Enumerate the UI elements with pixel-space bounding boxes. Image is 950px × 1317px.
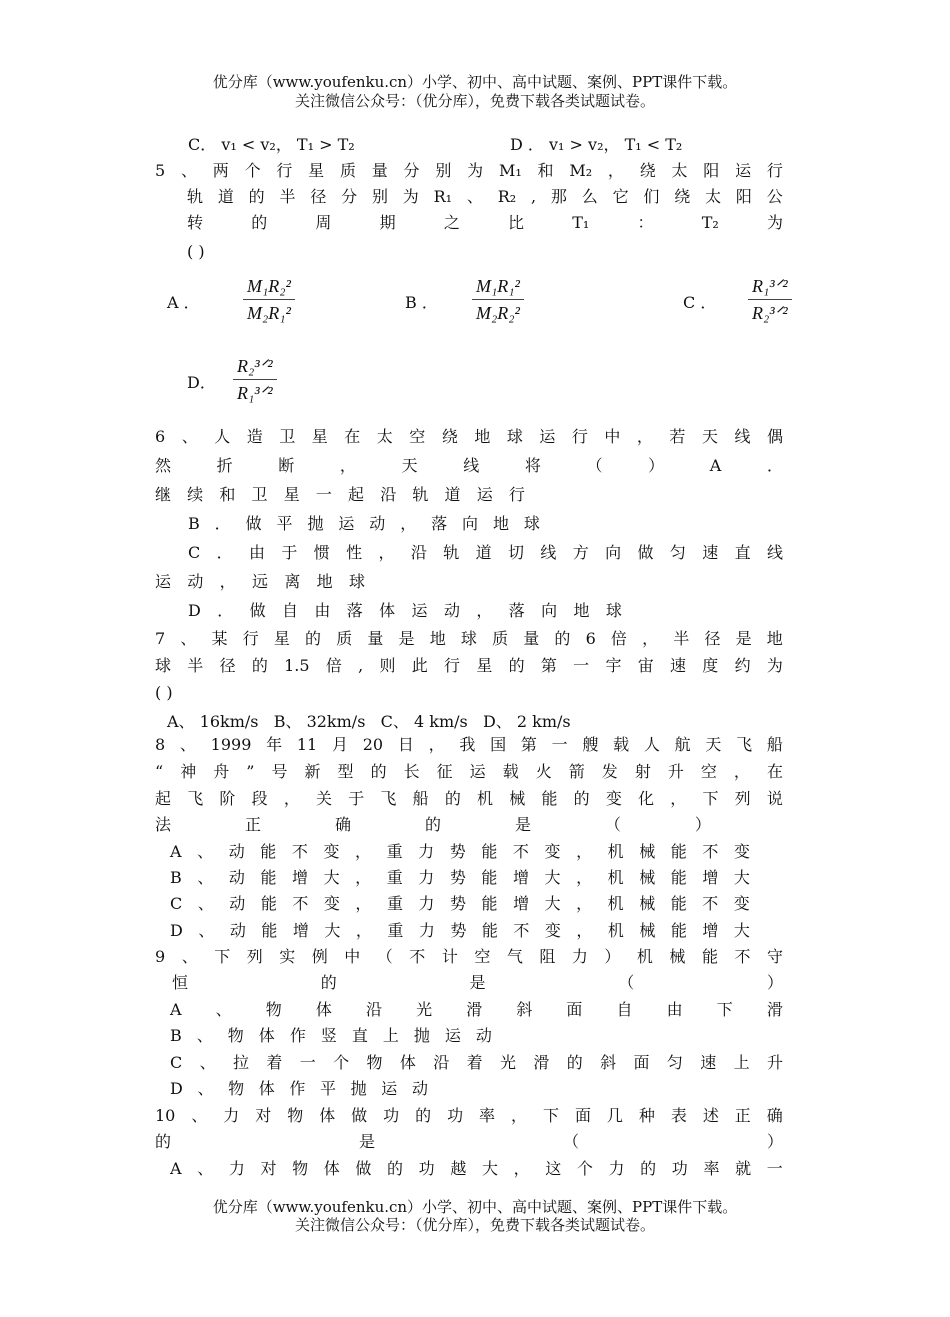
- footer-line-1: 优分库（www.youfenku.cn）小学、初中、高中试题、案例、PPT课件下载。: [212, 1198, 738, 1216]
- q7-line-1: 7 、 某 行 星 的 质 量 是 地 球 质 量 的 6 倍 ， 半 径 是 地: [155, 629, 783, 648]
- q5-line-2: 轨 道 的 半 径 分 别 为 R₁ 、 R₂ , 那 么 它 们 绕 太 阳 公: [187, 187, 783, 206]
- q5-answer-blank: ( ): [187, 242, 205, 261]
- q8-line-2: “ 神 舟 ” 号 新 型 的 长 征 运 载 火 箭 发 射 升 空 ， 在: [155, 762, 783, 781]
- q5-option-b-fraction: [472, 273, 524, 326]
- q5-option-a-label: A ．: [167, 293, 200, 312]
- q8-line-1: 8 、 1999 年 11 月 20 日 ， 我 国 第 一 艘 载 人 航 天 飞 船: [155, 735, 783, 754]
- q5-c-numerator: R₁³ᐟ²: [752, 276, 788, 296]
- q5-option-c-label: C ．: [683, 293, 717, 312]
- q9-line-1: 9 、 下 列 实 例 中 （ 不 计 空 气 阻 力 ） 机 械 能 不 守: [155, 947, 783, 966]
- q8-line-3: 起 飞 阶 段 ， 关 于 飞 船 的 机 械 能 的 变 化 ， 下 列 说: [155, 789, 783, 808]
- q5-d-numerator: R₂³ᐟ²: [237, 356, 273, 376]
- q5-option-b-label: B ．: [405, 293, 438, 312]
- q9-option-a: A 、 物 体 沿 光 滑 斜 面 自 由 下 滑: [170, 1000, 783, 1019]
- q7-options: A、 16km/s B、 32km/s C、 4 km/s D、 2 km/s: [167, 712, 571, 731]
- q5-b-denominator: M₂R₂²: [476, 303, 520, 323]
- q7-line-2: 球 半 径 的 1.5 倍 , 则 此 行 星 的 第 一 宇 宙 速 度 约 为: [155, 656, 783, 675]
- q5-a-denominator: M₂R₁²: [247, 303, 291, 323]
- q6-option-d: D ． 做 自 由 落 体 运 动 ， 落 向 地 球: [188, 601, 622, 620]
- header-line-1: 优分库（www.youfenku.cn）小学、初中、高中试题、案例、PPT课件下载。: [212, 73, 738, 91]
- q5-d-denominator: R₁³ᐟ²: [237, 383, 273, 403]
- q8-option-a: A 、 动 能 不 变 ， 重 力 势 能 不 变 ， 机 械 能 不 变: [170, 842, 750, 861]
- footer-line-2: 关注微信公众号：（优分库），免费下载各类试题试卷。: [294, 1216, 655, 1234]
- q8-line-4: 法 正 确 的 是 （ ）: [155, 815, 711, 834]
- q5-a-numerator: M₁R₂²: [247, 276, 291, 296]
- q6-option-c: C ． 由 于 惯 性 ， 沿 轨 道 切 线 方 向 做 匀 速 直 线: [188, 543, 783, 562]
- q5-option-d-label: D．: [187, 373, 216, 392]
- q6-line-6: 运 动 ， 远 离 地 球: [155, 572, 365, 591]
- q7-answer-blank: ( ): [155, 683, 173, 702]
- q8-option-c: C 、 动 能 不 变 ， 重 力 势 能 增 大 ， 机 械 能 不 变: [170, 894, 750, 913]
- q5-option-d-fraction: [233, 353, 277, 406]
- q9-option-c: C 、 拉 着 一 个 物 体 沿 着 光 滑 的 斜 面 匀 速 上 升: [170, 1053, 783, 1072]
- q5-line-1: 5 、 两 个 行 星 质 量 分 别 为 M₁ 和 M₂ ， 绕 太 阳 运 行: [155, 161, 783, 180]
- q8-option-d: D 、 动 能 增 大 ， 重 力 势 能 不 变 ， 机 械 能 增 大: [170, 921, 750, 940]
- q4-option-c: C． v₁ < v₂， T₁ > T₂: [188, 135, 355, 154]
- q6-line-2: 然 折 断 ， 天 线 将 （ ） A ．: [155, 456, 783, 475]
- q10-line-2: 的 是 （ ）: [155, 1132, 783, 1151]
- q9-line-2: 恒 的 是 （ ）: [172, 973, 783, 992]
- q5-option-a-fraction: [243, 273, 295, 326]
- q5-line-3: 转 的 周 期 之 比 T₁ ： T₂ 为: [187, 213, 783, 232]
- q6-line-3: 继 续 和 卫 星 一 起 沿 轨 道 运 行: [155, 485, 525, 504]
- q9-option-b: B 、 物 体 作 竖 直 上 抛 运 动: [170, 1026, 492, 1045]
- q5-c-denominator: R₂³ᐟ²: [752, 303, 788, 323]
- q8-option-b: B 、 动 能 增 大 ， 重 力 势 能 增 大 ， 机 械 能 增 大: [170, 868, 750, 887]
- q10-line-1: 10 、 力 对 物 体 做 功 的 功 率 ， 下 面 几 种 表 述 正 确: [155, 1106, 783, 1125]
- q6-option-b: B ． 做 平 抛 运 动 ， 落 向 地 球: [188, 514, 540, 533]
- q5-b-numerator: M₁R₁²: [476, 276, 520, 296]
- q10-option-a: A 、 力 对 物 体 做 的 功 越 大 ， 这 个 力 的 功 率 就 一: [170, 1159, 783, 1178]
- q4-option-d: D ． v₁ > v₂， T₁ < T₂: [510, 135, 683, 154]
- q5-option-c-fraction: [748, 273, 792, 326]
- q6-line-1: 6 、 人 造 卫 星 在 太 空 绕 地 球 运 行 中 ， 若 天 线 偶: [155, 427, 783, 446]
- q9-option-d: D 、 物 体 作 平 抛 运 动: [170, 1079, 428, 1098]
- header-line-2: 关注微信公众号：（优分库），免费下载各类试题试卷。: [294, 92, 655, 110]
